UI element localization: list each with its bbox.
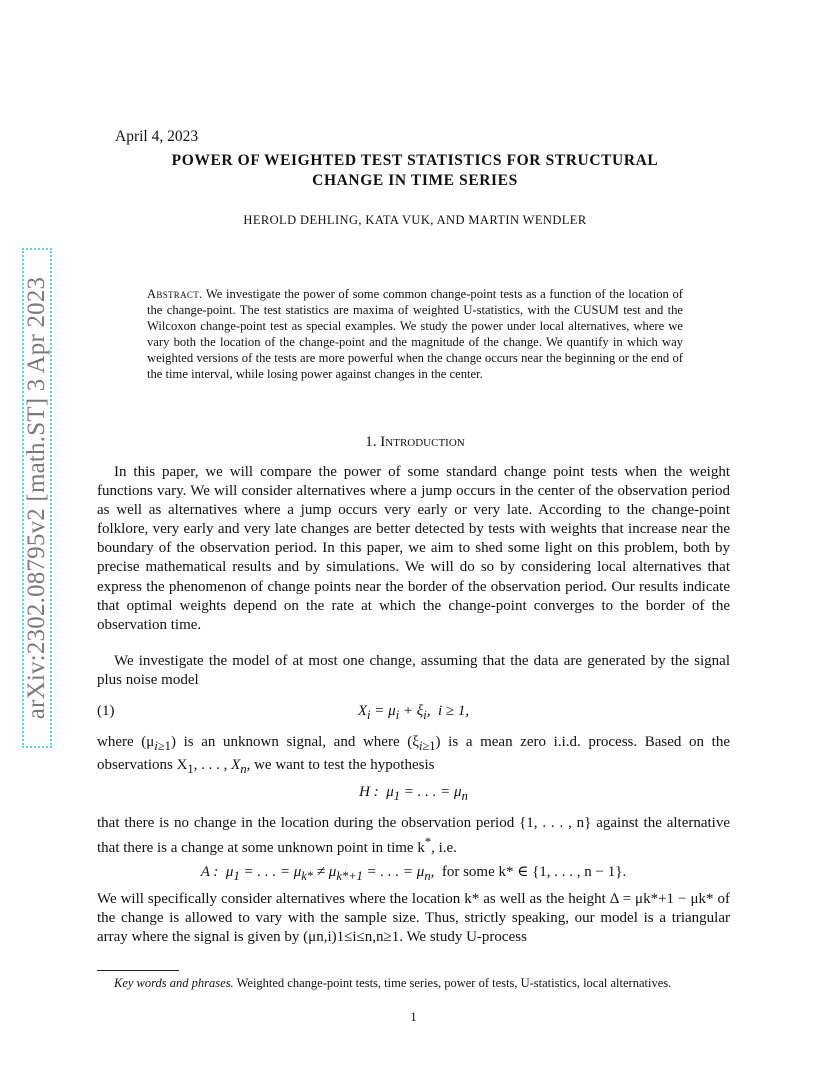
footnote-label: Key words and phrases.	[114, 976, 234, 990]
paper-authors: HEROLD DEHLING, KATA VUK, AND MARTIN WENDLER	[243, 213, 587, 227]
equation-null-hypothesis: H : $\mu_1$ = . . . = $\mu_n$	[359, 784, 468, 803]
section-title: Introduction	[380, 434, 465, 450]
abstract-label: Abstract.	[147, 287, 203, 301]
intro-paragraph-3: where $(\mu_{i\ge 1})$ is an unknown signal, and where $(\xi_{i\ge 1})$ is a mean zero i.i.d. process. Based on the observations $X_1$, . . . , $X_n$, we want to test the hypothesis	[97, 734, 731, 777]
footnote-rule	[97, 970, 179, 971]
title-line-2: CHANGE IN TIME SERIES	[312, 171, 518, 189]
intro-paragraph-4: that there is no change in the location during the observation period {1, . . . , n} against the alternative that there is a change at some unknown point in time k*, i.e.	[97, 815, 730, 857]
equation-alternative: A : $\mu_1$ = . . . = $\mu_{k*} \ne \mu_{k*+1}$ = . . . = $\mu_n$, for some k* ∈ {1, . . . , n − 1}.	[200, 864, 627, 883]
intro-paragraph-2: We investigate the model of at most one change, assuming that the data are generated by the signal plus noise model	[97, 653, 730, 689]
equation-signal-plus-noise: $X_i = \mu_i + \xi_i$, i ≥ 1,	[357, 703, 470, 722]
equation-number: (1)	[97, 703, 115, 719]
footnote	[97, 976, 730, 992]
arxiv-id: arXiv:2302.08795v2 [math.ST] 3 Apr 2023	[23, 276, 50, 720]
footnote-text: Weighted change-point tests, time series, power of tests, U-statistics, local alternatives.	[236, 976, 672, 990]
abstract-text: We investigate the power of some common change-point tests as a function of the location of the change-point. The test statistics are maxima of weighted U-statistics, with the CUSUM test and the Wilcoxon change-point test as special examples. We study the power under local alternatives, where we vary both the location of the change-point and the magnitude of the change. We quantify in which way weighted versions of the tests are more powerful when the change occurs near the beginning or the end of the time interval, while losing power against changes in the center.	[147, 287, 683, 382]
abstract	[147, 286, 683, 383]
intro-paragraph-1: In this paper, we will compare the power of some standard change point tests when the weight functions vary. We will consider alternatives where a jump occurs in the center of the observation period as well as alternatives where a jump occurs very early or very late. According to the change-point folklore, very early and very late changes are better detected by tests with weights that increase near the boundary of the observation period. In this paper, we aim to shed some light on this problem, both by precise mathematical results and by simulations. We will do so by considering local alternatives that express the phenomenon of change points near the border of the observation period. Our results indicate that optimal weights depend on the rate at which the change-point converges to the border of the observation time.	[97, 464, 730, 633]
section-heading	[120, 434, 710, 451]
arxiv-sidebar-stamp	[22, 248, 52, 748]
section-number: 1.	[365, 434, 377, 450]
intro-paragraph-5: We will specifically consider alternatives where the location k* as well as the height Δ = μk*+1 − μk* of the change is allowed to vary with the sample size. Thus, strictly speaking, our model is a triangular array where the signal is given by (μn,i)1≤i≤n,n≥1. We study U-process	[97, 891, 730, 946]
paper-date: April 4, 2023	[115, 128, 199, 145]
title-line-1: POWER OF WEIGHTED TEST STATISTICS FOR STRUCTURAL	[171, 152, 659, 169]
paper-title	[120, 151, 710, 190]
page-number: 1	[410, 1010, 417, 1024]
